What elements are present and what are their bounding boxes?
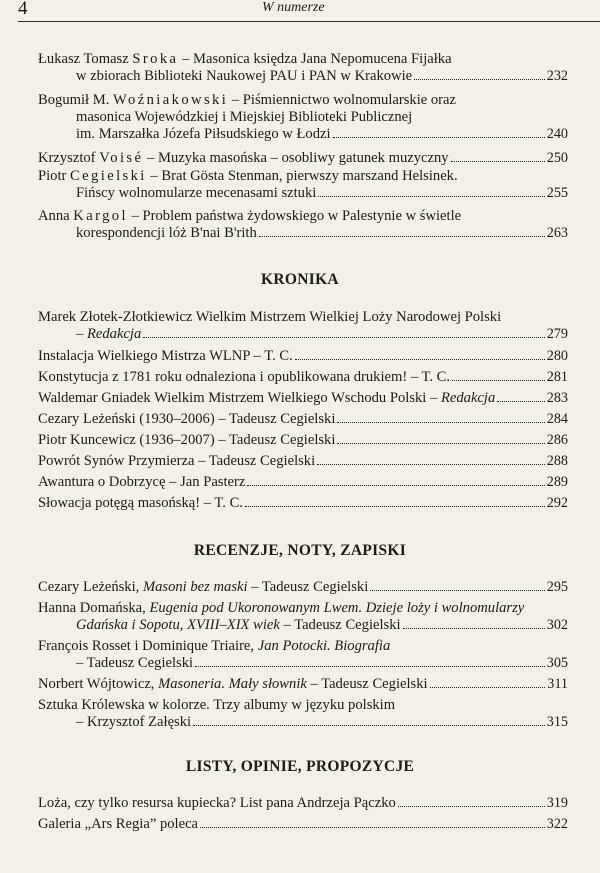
page-ref: 250 — [546, 150, 568, 166]
toc-entry[interactable]: Piotr Kuncewicz (1936–2007) – Tadeusz Cegielski 286 — [38, 432, 568, 448]
toc-entry[interactable]: Instalacja Wielkiego Mistrza WLNP – T. C. 280 — [38, 348, 568, 364]
leader-dots — [200, 827, 545, 828]
leader-dots — [337, 422, 544, 423]
leader-dots — [318, 196, 544, 197]
leader-dots — [317, 464, 545, 465]
leader-dots — [143, 337, 544, 338]
toc-entry[interactable]: Anna Kargol – Problem państwa żydowskiego w Palestynie w świetle korespondencji lóż B'nai B'rith 263 — [38, 208, 568, 241]
section-heading-recenzje: RECENZJE, NOTY, ZAPISKI — [193, 542, 407, 559]
page-ref: 281 — [546, 369, 568, 385]
page-ref: 283 — [546, 390, 568, 406]
leader-dots — [497, 401, 544, 402]
page-ref: 311 — [547, 676, 568, 692]
leader-dots — [370, 590, 544, 591]
page-header — [0, 0, 600, 22]
page-ref: 280 — [546, 348, 568, 364]
page-ref: 255 — [546, 185, 568, 201]
toc-entry[interactable]: Norbert Wójtowicz, Masoneria. Mały słownik – Tadeusz Cegielski 311 — [38, 676, 568, 692]
toc-entry[interactable]: François Rosset i Dominique Triaire, Jan Potocki. Biografia – Tadeusz Cegielski 305 — [38, 638, 568, 671]
toc-entry[interactable]: Konstytucja z 1781 roku odnaleziona i opublikowana drukiem! – T. C. 281 — [38, 369, 568, 385]
toc-entry[interactable]: Krzysztof Voisé – Muzyka masońska – osobliwy gatunek muzyczny 250 — [38, 150, 568, 166]
header-rule — [18, 21, 600, 22]
leader-dots — [337, 443, 544, 444]
page-ref: 315 — [546, 714, 568, 730]
leader-dots — [195, 666, 545, 667]
toc-entry[interactable]: Cezary Leżeński, Masoni bez maski – Tadeusz Cegielski 295 — [38, 579, 568, 595]
leader-dots — [259, 236, 545, 237]
leader-dots — [333, 137, 545, 138]
page-ref: 284 — [546, 411, 568, 427]
page-ref: 295 — [546, 579, 568, 595]
leader-dots — [247, 485, 544, 486]
toc-entry[interactable]: Sztuka Królewska w kolorze. Trzy albumy w języku polskim – Krzysztof Załęski 315 — [38, 697, 568, 730]
leader-dots — [245, 506, 545, 507]
toc-entry[interactable]: Piotr Cegielski – Brat Gösta Stenman, pierwszy marszand Helsinek. Fińscy wolnomularze mecenasami sztuki 255 — [38, 168, 568, 201]
leader-dots — [414, 79, 545, 80]
toc-entry[interactable]: Cezary Leżeński (1930–2006) – Tadeusz Cegielski 284 — [38, 411, 568, 427]
page-ref: 302 — [546, 617, 568, 633]
leader-dots — [295, 359, 545, 360]
page-ref: 319 — [546, 795, 568, 811]
leader-dots — [430, 687, 546, 688]
page-ref: 289 — [546, 474, 568, 490]
leader-dots — [193, 725, 545, 726]
toc-entry[interactable]: Loża, czy tylko resursa kupiecka? List pana Andrzeja Pączko 319 — [38, 795, 568, 811]
page-ref: 263 — [546, 225, 568, 241]
toc-entry[interactable]: Powrót Synów Przymierza – Tadeusz Cegielski 288 — [38, 453, 568, 469]
leader-dots — [452, 380, 545, 381]
toc-entry[interactable]: Waldemar Gniadek Wielkim Mistrzem Wielkiego Wschodu Polski – Redakcja 283 — [38, 390, 568, 406]
leader-dots — [398, 806, 545, 807]
toc-entry[interactable]: Słowacja potęgą masońską! – T. C. 292 — [38, 495, 568, 511]
leader-dots — [403, 628, 545, 629]
page-ref: 305 — [546, 655, 568, 671]
running-head: W numerze — [262, 0, 325, 15]
page-ref: 288 — [546, 453, 568, 469]
page-number: 4 — [18, 0, 28, 19]
toc-entry[interactable]: Galeria „Ars Regia” poleca 322 — [38, 816, 568, 832]
toc-entry[interactable]: Łukasz Tomasz Sroka – Masonica księdza Jana Nepomucena Fijałka w zbiorach Biblioteki Naukowej PAU i PAN w Krakowie 232 — [38, 51, 568, 84]
page-ref: 322 — [546, 816, 568, 832]
toc-entry[interactable]: Hanna Domańska, Eugenia pod Ukoronowanym Lwem. Dzieje loży i wolnomularzy Gdańska i Sopotu, XVIII–XIX wiek – Tadeusz Cegielski 302 — [38, 600, 568, 633]
page-ref: 279 — [546, 326, 568, 342]
page-ref: 286 — [546, 432, 568, 448]
section-heading-kronika: KRONIKA — [261, 271, 339, 288]
leader-dots — [451, 161, 545, 162]
toc-entry[interactable]: Awantura o Dobrzycę – Jan Pasterz 289 — [38, 474, 568, 490]
page-ref: 240 — [546, 126, 568, 142]
toc-entry[interactable]: Bogumił M. Woźniakowski – Piśmiennictwo wolnomularskie oraz masonica Wojewódzkiej i Miejskiej Biblioteki Publicznej im. Marszałka Józefa Piłsudskiego w Łodzi 240 — [38, 92, 568, 142]
toc-entry[interactable]: Marek Złotek-Złotkiewicz Wielkim Mistrzem Wielkiej Loży Narodowej Polski – Redakcja 279 — [38, 309, 568, 342]
section-heading-listy: LISTY, OPINIE, PROPOZYCJE — [185, 758, 415, 775]
page-ref: 292 — [546, 495, 568, 511]
page-ref: 232 — [546, 68, 568, 84]
